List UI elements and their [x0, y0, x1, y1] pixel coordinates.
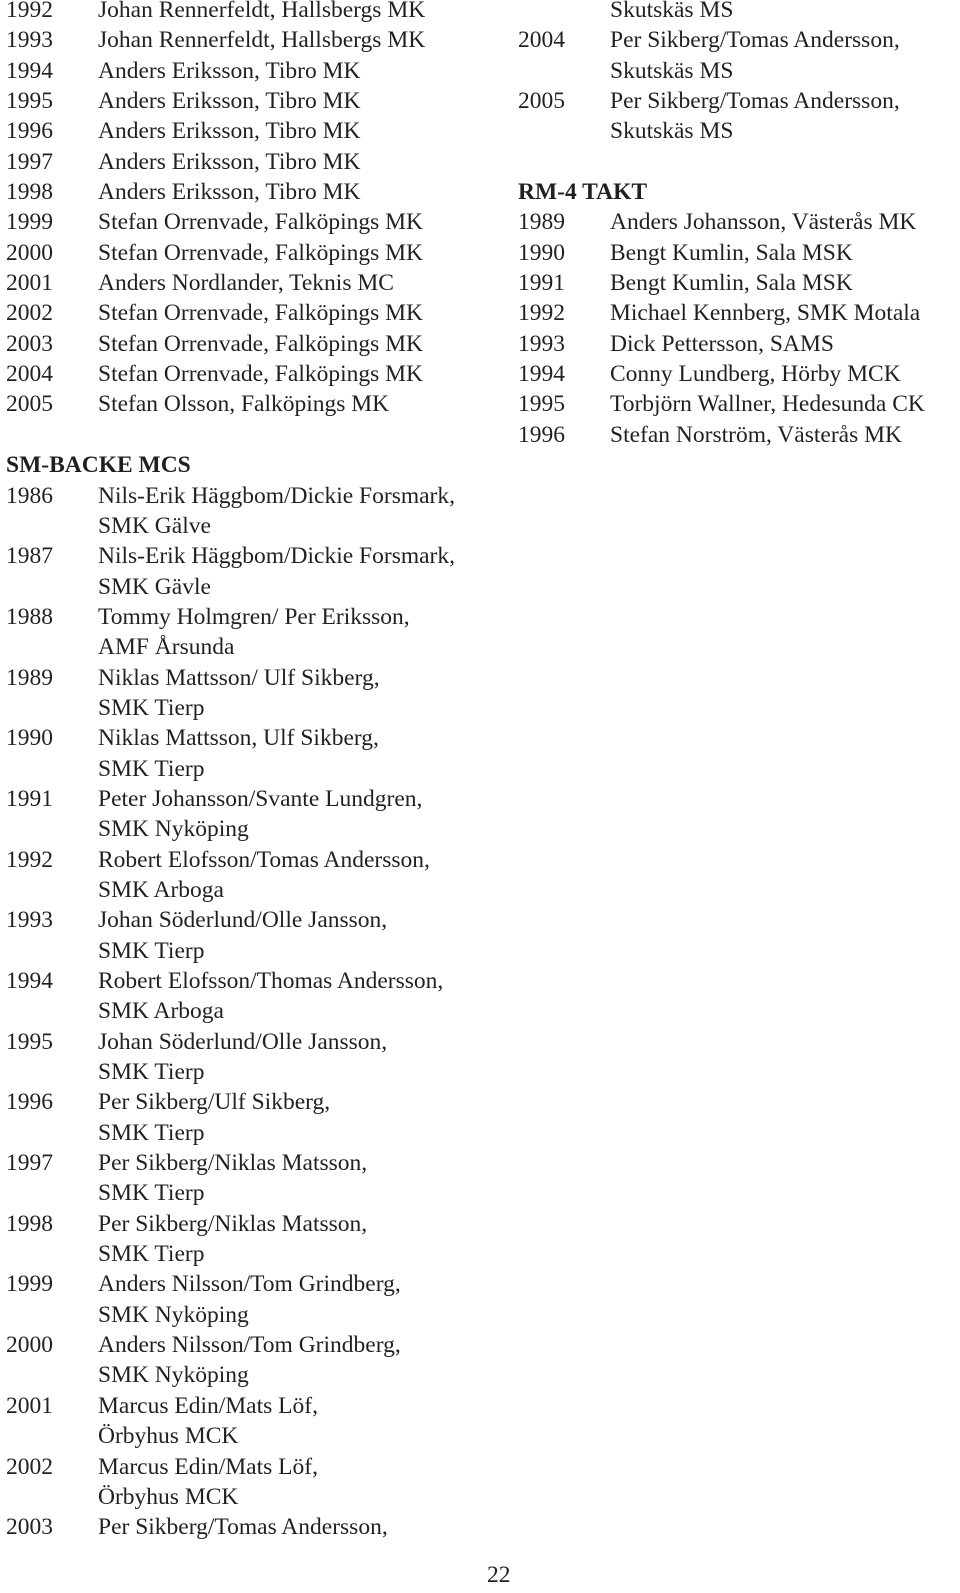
result-entry — [6, 86, 506, 116]
entry-name: Marcus Edin/Mats Löf, Örbyhus MCK — [98, 1453, 318, 1510]
result-entry — [6, 1087, 506, 1148]
result-entry — [6, 1148, 506, 1209]
result-entry — [6, 0, 506, 25]
entry-name: Robert Elofsson/Tomas Andersson, SMK Arboga — [98, 846, 430, 903]
entry-name: Anders Nilsson/Tom Grindberg, SMK Nyköping — [98, 1332, 401, 1389]
entry-year: 1988 — [6, 603, 53, 630]
entry-year: 2003 — [6, 330, 53, 357]
entry-year: 1994 — [6, 968, 53, 994]
result-entry — [518, 25, 958, 86]
result-entry — [6, 238, 506, 268]
entry-year: 1993 — [6, 907, 53, 934]
result-entry — [6, 147, 506, 177]
entry-name: Stefan Orrenvade, Falköpings MK — [98, 361, 424, 388]
entry-year: 1993 — [518, 330, 565, 357]
entry-year: 1995 — [518, 391, 565, 418]
entry-year: 1987 — [6, 543, 53, 570]
entry-year: 1990 — [6, 725, 53, 752]
entry-name: Per Sikberg/Tomas Andersson, Skutskäs MS — [610, 88, 900, 145]
results-list-top-left — [6, 0, 506, 420]
entry-year: 2005 — [6, 391, 53, 418]
entry-name: Nils-Erik Häggbom/Dickie Forsmark, SMK Gälve — [98, 482, 456, 539]
entry-name: Torbjörn Wallner, Hedesunda CK — [610, 391, 925, 418]
result-entry — [518, 268, 958, 298]
results-list-sm-backe — [6, 481, 506, 1543]
result-entry — [518, 389, 958, 419]
entry-name: Per Sikberg/Niklas Matsson, SMK Tierp — [98, 1210, 368, 1268]
entry-name: Johan Rennerfeldt, Hallsbergs MK — [98, 27, 426, 54]
entry-name: Peter Johansson/Svante Lundgren, SMK Nyköping — [98, 785, 423, 843]
result-entry — [6, 663, 506, 724]
entry-year: 1992 — [6, 846, 53, 873]
result-entry — [6, 25, 506, 55]
result-entry — [6, 966, 506, 1027]
entry-name: Johan Söderlund/Olle Jansson, SMK Tierp — [98, 1028, 388, 1086]
entry-year: 2000 — [6, 1332, 53, 1359]
entry-year: 1999 — [6, 209, 53, 236]
entry-name: Stefan Orrenvade, Falköpings MK — [98, 209, 424, 236]
result-entry — [518, 359, 958, 389]
entry-name: Anders Eriksson, Tibro MK — [98, 179, 361, 206]
result-entry — [6, 1452, 506, 1513]
result-entry — [6, 845, 506, 906]
result-entry — [518, 329, 958, 359]
result-entry — [6, 1269, 506, 1330]
entry-year: 1995 — [6, 88, 53, 115]
result-entry — [6, 359, 506, 389]
entry-name: Johan Rennerfeldt, Hallsbergs MK — [98, 0, 426, 23]
entry-name: Anders Nordlander, Teknis MC — [98, 270, 394, 297]
continued-line: Skutskäs MS — [610, 0, 734, 23]
result-entry — [518, 420, 958, 450]
entry-year: 1996 — [6, 1089, 53, 1116]
entry-name: Robert Elofsson/Thomas Andersson, SMK Arboga — [98, 968, 444, 1025]
entry-name: Stefan Olsson, Falköpings MK — [98, 391, 390, 418]
result-entry — [6, 268, 506, 298]
result-entry — [6, 1330, 506, 1391]
result-entry — [518, 298, 958, 328]
result-entry — [518, 238, 958, 268]
result-entry — [6, 298, 506, 328]
result-entry — [6, 329, 506, 359]
entry-year: 2002 — [6, 300, 53, 327]
entry-name: Stefan Orrenvade, Falköpings MK — [98, 330, 424, 357]
section-heading-sm-backe: SM-BACKE MCS — [6, 452, 191, 479]
entry-name: Johan Söderlund/Olle Jansson, SMK Tierp — [98, 907, 388, 964]
entry-name: Anders Eriksson, Tibro MK — [98, 57, 361, 84]
section-gap — [6, 420, 506, 450]
entry-name: Anders Johansson, Västerås MK — [610, 209, 917, 236]
entry-year: 1996 — [518, 421, 565, 448]
entry-name: Tommy Holmgren/ Per Eriksson, AMF Årsunda — [98, 603, 410, 661]
entry-year: 2004 — [6, 361, 53, 388]
entry-name: Stefan Norström, Västerås MK — [610, 421, 902, 448]
result-entry — [6, 905, 506, 966]
result-entry — [6, 723, 506, 784]
entry-year: 2003 — [6, 1514, 53, 1541]
results-list-top-right — [518, 25, 958, 146]
entry-year: 1991 — [6, 785, 53, 812]
entry-year: 1993 — [6, 27, 53, 54]
entry-name: Per Sikberg/Niklas Matsson, SMK Tierp — [98, 1150, 368, 1207]
entry-year: 1989 — [518, 209, 565, 236]
entry-name: Anders Eriksson, Tibro MK — [98, 148, 361, 175]
entry-name: Bengt Kumlin, Sala MSK — [610, 270, 853, 297]
entry-name: Conny Lundberg, Hörby MCK — [610, 361, 901, 388]
page-number: 22 — [487, 1562, 511, 1588]
entry-name: Niklas Mattsson, Ulf Sikberg, SMK Tierp — [98, 725, 379, 782]
entry-year: 2000 — [6, 239, 53, 266]
entry-year: 1998 — [6, 1210, 53, 1237]
entry-name: Bengt Kumlin, Sala MSK — [610, 239, 853, 266]
result-entry — [6, 56, 506, 86]
entry-name: Per Sikberg/Tomas Andersson, — [98, 1514, 388, 1541]
entry-year: 1997 — [6, 148, 53, 175]
entry-year: 1986 — [6, 482, 53, 509]
entry-name: Niklas Mattsson/ Ulf Sikberg, SMK Tierp — [98, 664, 380, 721]
left-column — [6, 0, 506, 1543]
entry-year: 1990 — [518, 239, 565, 266]
result-entry — [6, 177, 506, 207]
entry-name: Nils-Erik Häggbom/Dickie Forsmark, SMK Gävle — [98, 543, 456, 600]
result-entry — [6, 116, 506, 146]
entry-name: Marcus Edin/Mats Löf, Örbyhus MCK — [98, 1392, 318, 1450]
entry-year: 2002 — [6, 1453, 53, 1480]
entry-name: Anders Eriksson, Tibro MK — [98, 88, 361, 115]
result-entry — [518, 86, 958, 147]
result-entry — [6, 1512, 506, 1542]
result-entry — [6, 389, 506, 419]
result-entry — [518, 207, 958, 237]
entry-year: 1996 — [6, 118, 53, 145]
right-column — [518, 0, 958, 450]
section-gap — [518, 147, 958, 177]
entry-year: 1994 — [6, 57, 53, 84]
result-entry — [6, 784, 506, 845]
entry-year: 1997 — [6, 1150, 53, 1177]
result-entry — [6, 1209, 506, 1270]
result-entry — [6, 481, 506, 542]
entry-year: 1992 — [518, 300, 565, 327]
result-entry — [6, 1391, 506, 1452]
entry-name: Per Sikberg/Ulf Sikberg, SMK Tierp — [98, 1089, 331, 1146]
result-entry — [6, 1027, 506, 1088]
entry-year: 2001 — [6, 270, 53, 297]
entry-name: Stefan Orrenvade, Falköpings MK — [98, 300, 424, 327]
entry-name: Michael Kennberg, SMK Motala — [610, 300, 921, 327]
entry-year: 1998 — [6, 179, 53, 206]
section-heading-rm-4-takt: RM-4 TAKT — [518, 179, 648, 206]
entry-year: 2005 — [518, 88, 565, 115]
result-entry — [6, 207, 506, 237]
entry-year: 1994 — [518, 361, 565, 388]
entry-name: Dick Pettersson, SAMS — [610, 330, 834, 357]
result-entry — [6, 602, 506, 663]
entry-name: Anders Nilsson/Tom Grindberg, SMK Nyköping — [98, 1271, 401, 1328]
results-list-rm-4-takt — [518, 207, 958, 450]
entry-name: Stefan Orrenvade, Falköpings MK — [98, 239, 424, 266]
entry-year: 1999 — [6, 1271, 53, 1298]
entry-year: 1995 — [6, 1028, 53, 1055]
result-entry — [6, 541, 506, 602]
entry-year: 2004 — [518, 27, 565, 54]
entry-name: Per Sikberg/Tomas Andersson, Skutskäs MS — [610, 27, 900, 84]
entry-year: 1989 — [6, 664, 53, 691]
entry-year: 1992 — [6, 0, 53, 23]
entry-year: 1991 — [518, 270, 565, 297]
entry-name: Anders Eriksson, Tibro MK — [98, 118, 361, 145]
entry-year: 2001 — [6, 1392, 53, 1419]
